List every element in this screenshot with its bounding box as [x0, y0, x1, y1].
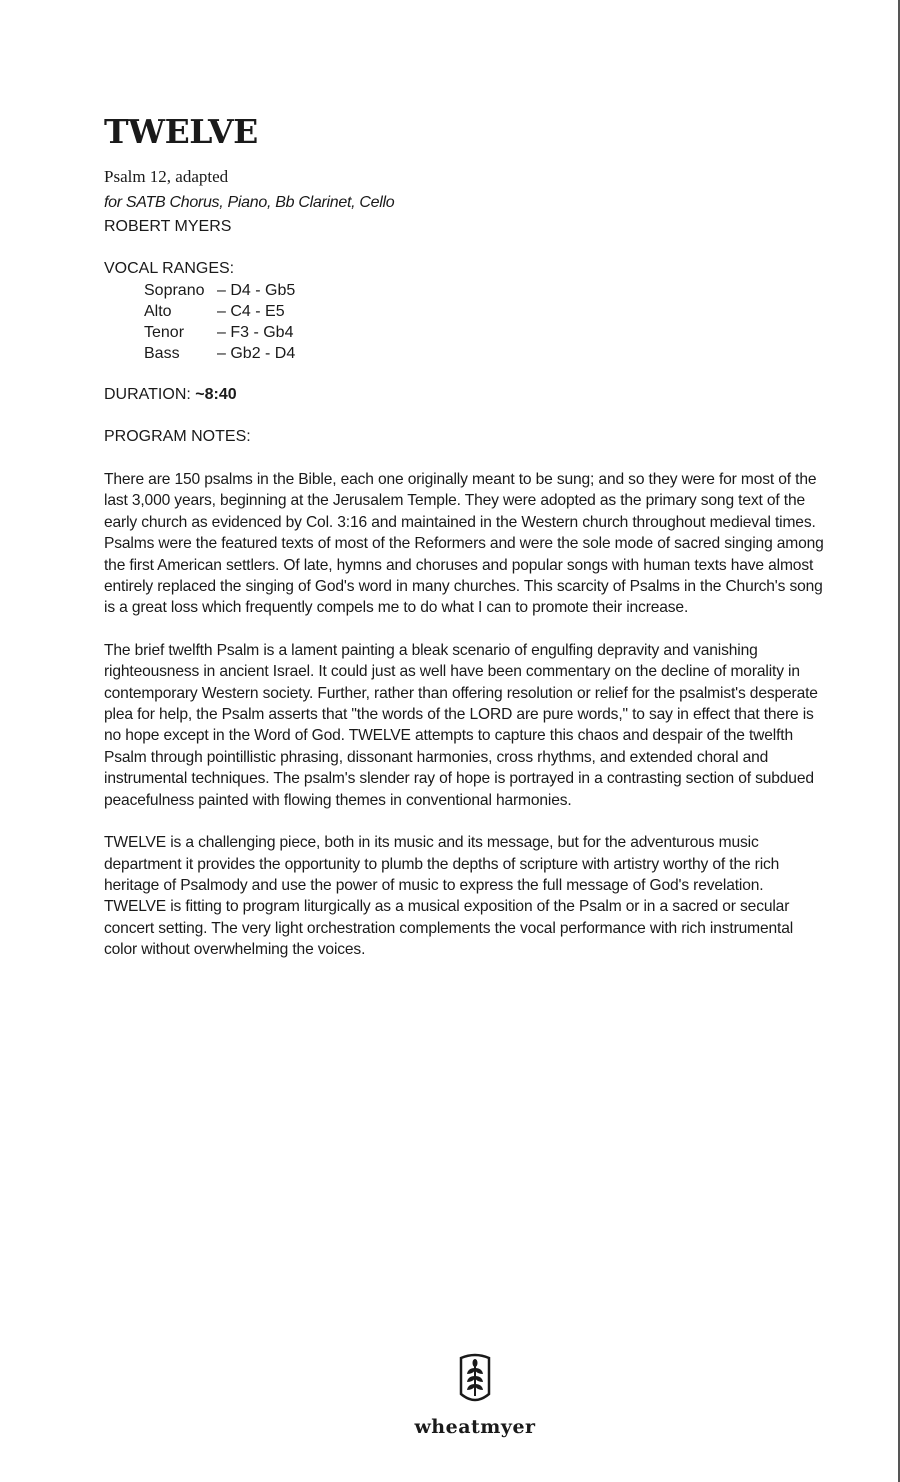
- instrumentation: for SATB Chorus, Piano, Bb Clarinet, Cello: [104, 194, 395, 211]
- program-notes-paragraph: TWELVE is a challenging piece, both in its music and its message, but for the adventurous music department it provides the opportunity to plumb the depths of scripture with artistry worthy of the rich heritage of Psalmody and use the power of music to express the full message of God's revelation. TWELVE is fitting to program liturgically as a musical exposition of the Psalm or in a sacred or secular concert setting. The very light orchestration complements the vocal performance with rich instrumental color without overwhelming the voices.: [104, 834, 794, 959]
- publisher-name: wheatmyer: [414, 1416, 536, 1438]
- vocal-ranges-label: VOCAL RANGES:: [104, 260, 235, 277]
- duration-section: [104, 384, 828, 406]
- voice-range: – D4 - Gb5: [217, 282, 296, 299]
- document-body: [104, 110, 828, 982]
- voice-name: Alto: [144, 303, 172, 320]
- vocal-ranges-section: [104, 258, 828, 364]
- subtitle: Psalm 12, adapted: [104, 167, 229, 186]
- voice-range: – C4 - E5: [217, 303, 285, 320]
- duration-line: [104, 384, 828, 406]
- voice-range: – Gb2 - D4: [217, 345, 296, 362]
- range-row-alto: [144, 301, 828, 322]
- program-notes-paragraph: There are 150 psalms in the Bible, each one originally meant to be sung; and so they were for most of the last 3,000 years, beginning at the Jerusalem Temple. They were adopted as the primary song text of the early church as evidenced by Col. 3:16 and maintained in the Western church throughout medieval times. Psalms were the featured texts of most of the Reformers and were the sole mode of sacred singing among the first American settlers. Of late, hymns and choruses and popular songs with human texts have almost entirely replaced the singing of God's word in many churches. This scarcity of Psalms in the Church's song is a great loss which frequently compels me to do what I can to promote their increase.: [104, 471, 824, 617]
- program-notes-section: [104, 426, 828, 961]
- duration-value: ~8:40: [195, 386, 237, 403]
- voice-name: Tenor: [144, 324, 185, 341]
- wheat-seal-icon: [453, 1352, 497, 1408]
- program-notes-paragraph: The brief twelfth Psalm is a lament painting a bleak scenario of engulfing depravity and vanishing righteousness in ancient Israel. It could just as well have been commentary on the decline of morality in contemporary Western society. Further, rather than offering resolution or relief for the psalmist's desperate plea for help, the Psalm asserts that "the words of the LORD are pure words," to say in effect that there is no hope except in the Word of God. TWELVE attempts to capture this chaos and despair of the twelfth Psalm through pointillistic phrasing, dissonant harmonies, cross rhythms, and extended choral and instrumental techniques. The psalm's slender ray of hope is portrayed in a contrasting section of subdued peacefulness painted with flowing themes in conventional harmonies.: [104, 641, 818, 809]
- composer-name: ROBERT MYERS: [104, 218, 232, 235]
- duration-label: DURATION:: [104, 386, 191, 403]
- program-notes-label: PROGRAM NOTES:: [104, 428, 251, 445]
- range-row-soprano: [144, 280, 828, 301]
- publisher-logo: [410, 1352, 540, 1438]
- vocal-ranges-list: [144, 280, 828, 364]
- range-row-tenor: [144, 322, 828, 343]
- range-row-bass: [144, 343, 828, 364]
- voice-name: Soprano: [144, 282, 205, 299]
- voice-range: – F3 - Gb4: [217, 324, 294, 341]
- voice-name: Bass: [144, 345, 180, 362]
- page-title: TWELVE: [104, 112, 258, 151]
